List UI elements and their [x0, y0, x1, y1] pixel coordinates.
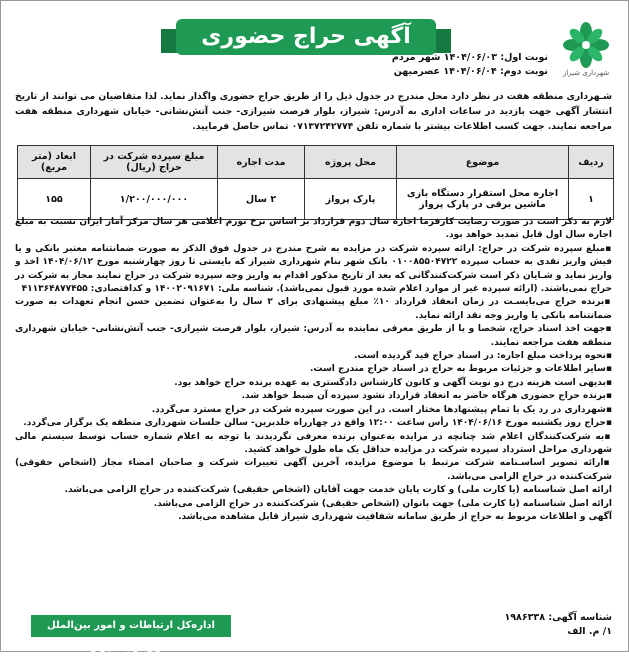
header-duration: مدت اجاره [218, 146, 305, 179]
header-area: ابعاد (متر مربع) [18, 146, 91, 179]
term-item: ▪ سایر اطلاعات و جزئیات مربوط به حراج در اسناد حراج مندرج است. [15, 363, 612, 376]
header-deposit: مبلغ سپرده شرکت در حراج (ریال) [91, 146, 218, 179]
cell-row-number: ۱ [569, 179, 614, 220]
cell-duration: ۲ سال [218, 179, 305, 220]
table-header-row [18, 146, 614, 179]
term-item: ▪ شهرداری در رد یک یا تمام پیشنهادها مختار است. در این صورت سپرده شرکت در حراج مسترد می‌گردد. [15, 404, 612, 417]
intro-paragraph: شـهرداری منطقه هفت در نظر دارد محل مندرج در جدول ذیل را از طریق حراج حضوری واگذار نماید. لذا متقاضیان می توانند از تاریخ انتشار آگهی جهت بازدید در ساعات اداری به آدرس: شیراز، بلوار فرصت شیرازی- جنب آتش‌نشانی- خیابان شهرداری منطقه هفت مراجعه نمایند. جهت کسب اطلاعات بیشتر با شماره تلفن ۰۷۱۳۷۲۴۲۷۷۴ تماس حاصل فرمایید. [15, 91, 612, 132]
first-publish-date: نوبت اول: ۱۴۰۴/۰۶/۰۳ شهر مردم [391, 52, 548, 63]
second-publish-date: نوبت دوم: ۱۴۰۴/۰۶/۰۴ عصرمیهن [393, 66, 548, 77]
term-item: ارائه اصل شناسنامه (یا کارت ملی) جهت بانوان (اشخاص حقیقی) شرکت‌کننده در حراج الزامی می‌باشد. [153, 498, 612, 509]
term-item: ▪ مبلغ سپرده شرکت در حراج: ارائه سپرده شرکت در مزایده به شرح مندرج در جدول فوق الذکر به صورت ضمانتنامه معتبر بانکی و یا فیش واریز نقدی به حساب سپرده ۰۱۰۰۸۵۵۰۴۷۲۲ بانک شهر بنام شهرداری شیراز که بایستی تا روز چهارشنبه مورخ ۱۴۰۴/۰۶/۱۲ اخذ و واریز نماید و شـایان ذکر است شرکت‌کنندگانی که بعد از تاریخ مذکور اقدام به واریز وجه سپرده شرکت در حراج نمایند مجاز به شرکت در حراج نمی‌باشند. (ارائه سپرده غیر از موارد اعلام شده مورد قبول نمی‌باشد). شناسه ملی: ۱۴۰۰۲۰۹۱۶۷۱ و کداقتصادی: ۴۱۱۳۶۴۸۷۷۴۵۵ [15, 243, 612, 297]
table-row [18, 179, 614, 220]
term-paragraph: لازم به ذکر است در صورت رضایت کارفرما اجاره سال دوم قرارداد بر اساس نرخ تورم اعلامی هر سال مرکز آمار ایران نسبت به مبلغ اجاره سال اول قابل تمدید خواهد بود. [15, 217, 612, 241]
auction-table [17, 145, 614, 220]
header-subject: موضوع [397, 146, 569, 179]
cell-subject: اجاره محل استقرار دستگاه بازی ماشین برقی در پارک پرواز [397, 179, 569, 220]
header-row-number: ردیف [569, 146, 614, 179]
logo-caption: شهرداری شیراز [562, 69, 610, 77]
cell-deposit: ۱/۲۰۰/۰۰۰/۰۰۰ [91, 179, 218, 220]
term-item: آگهی و اطلاعات مربوط به حراج از طریق سامانه شفافیت شهرداری شیراز قابل مشاهده می‌باشد. [178, 511, 612, 522]
cell-area: ۱۵۵ [18, 179, 91, 220]
ad-id: شناسه آگهی: ۱۹۸۶۳۳۸ [504, 612, 612, 623]
header-location: محل پروژه [305, 146, 397, 179]
term-item: ▪ حراج روز یکشنبه مورخ ۱۴۰۴/۰۶/۱۶ رأس ساعت ۱۲:۰۰ واقع در چهارراه خلدبرین- سالن جلسات شهرداری منطقه یک برگزار می‌گردد. [15, 417, 612, 430]
term-item: ▪ به شرکت‌کنندگان اعلام شد چنانچه در مزایده به‌عنوان برنده معرفی نگردیدند با توجه به اعلام شماره حساب توسط سیستم مالی شهرداری مراحل استرداد سپرده شرکت در مزایده حداقل یک ماه طول خواهد کشید. [15, 431, 612, 458]
page-title: آگهی حراج حضوری ۴۷۴_۱۴۰۴ [176, 19, 436, 55]
term-item: ▪ جهت اخذ اسناد حراج، شخصا و یا از طریق معرفی نماینده به آدرس: شیراز، بلوار فرصت شیرازی- جنب آتش‌نشانی- خیابان شهرداری منطقه هفت مراجعه نمایند. [15, 323, 612, 350]
cell-location: پارک پرواز [305, 179, 397, 220]
footer-ids [504, 611, 612, 639]
header [1, 11, 628, 89]
term-item: ارائه اصل شناسنامه (یا کارت ملی) و کارت پایان خدمت جهت آقایان (اشخاص حقیقی) شرکت‌کننده در حراج الزامی می‌باشد. [64, 485, 612, 496]
term-item: ▪ بدیهی است هزینه درج دو نوبت آگهی و کانون کارشناس دادگستری به عهده برنده حراج خواهد بود. [15, 377, 612, 390]
term-item: ▪ برنده حراج می‌بایسـت در زمان انعقاد قرارداد ۱۰٪ مبلغ پیشنهادی برای ۲ سال را به‌عنوان تضمین حسن انجام تعهدات به صورت ضمانتنامه بانکی یا واریز وجه نقد ارائه نماید. [15, 296, 612, 323]
term-item: ▪ برنده حراج حضوری هرگاه حاضر به انعقاد قرارداد نشود سپرده آن ضبط خواهد شد. [15, 390, 612, 403]
organization-label: اداره‌کل ارتباطات و امور بین‌الملل شهرداری شیراز [31, 615, 231, 637]
municipality-logo-icon [562, 21, 610, 69]
terms-body [15, 216, 612, 524]
publish-dates [392, 51, 548, 79]
ad-code: ۱/ م. الف [567, 626, 612, 637]
term-item: ▪ ارائه تصویر اساسـنامه شرکت مرتبط با موضوع مزایده، آخرین آگهی تغییرات شرکت و صاحبان امضاء مجاز (اشخاص حقوقی) شرکت‌کننده در حراج الزامی می‌باشد. [15, 457, 612, 484]
term-item: ▪ نحوه پرداخت مبلغ اجاره: در اسناد حراج قید گردیده است. [15, 350, 612, 363]
